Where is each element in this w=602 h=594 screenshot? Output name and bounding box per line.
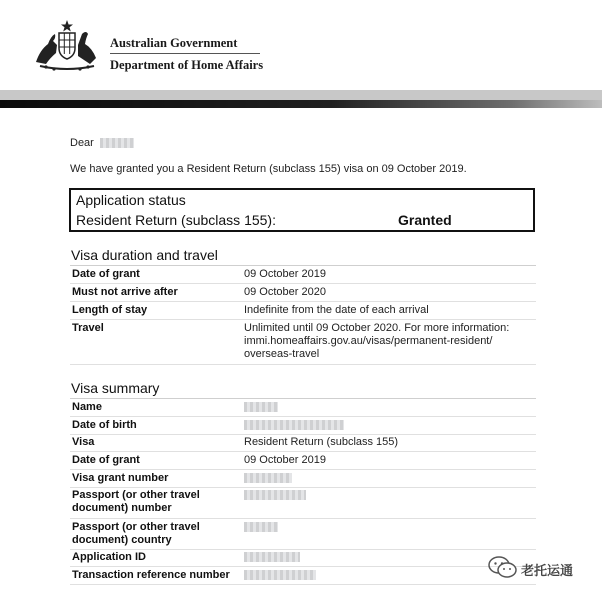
row-value [244,419,536,432]
row-divider [70,283,536,284]
redacted-value [244,570,316,580]
wechat-icon [488,556,518,578]
row-value: 09 October 2020 [244,286,326,298]
visa-summary-title: Visa summary [71,380,160,396]
application-status-value: Granted [398,212,452,228]
department-name: Department of Home Affairs [110,58,264,72]
header-band-dark [0,100,602,108]
row-divider [70,584,536,585]
row-label: Name [72,401,102,413]
redacted-value [244,473,292,483]
header-band-light [0,90,602,100]
redacted-value [244,490,306,500]
row-divider [70,319,536,320]
row-divider [70,301,536,302]
row-value [244,489,536,502]
row-value: Resident Return (subclass 155) [244,436,399,448]
row-divider [70,469,536,470]
row-divider [70,487,536,488]
row-value: 09 October 2019 [244,268,326,280]
section-divider [70,265,536,266]
label-line: document) country [72,534,172,546]
row-value [244,401,536,414]
redacted-value [244,522,278,532]
letterhead-divider [110,53,260,54]
redacted-value [244,420,344,430]
redacted-value [244,552,300,562]
row-label: Must not arrive after [72,286,178,298]
row-divider [70,364,536,365]
row-value [244,472,536,485]
label-line: Passport (or other travel [72,489,200,501]
row-label: Visa grant number [72,472,169,484]
application-status-label: Resident Return (subclass 155): [76,212,276,228]
travel-line: Unlimited until 09 October 2020. For more information: [244,322,510,334]
travel-line: immi.homeaffairs.gov.au/visas/permanent-resident/ [244,335,493,347]
row-label: Date of grant [72,268,140,280]
travel-value [244,322,536,361]
row-label [72,521,232,547]
salutation-text: Dear [70,137,94,149]
row-label: Visa [72,436,95,448]
row-label [72,489,232,515]
grant-notice: We have granted you a Resident Return (subclass 155) visa on 09 October 2019. [70,163,467,175]
row-value: Indefinite from the date of each arrival [244,304,429,316]
row-label: Travel [72,322,104,334]
redacted-value [244,402,278,412]
row-value [244,521,536,534]
row-label: Date of grant [72,454,140,466]
label-line: Passport (or other travel [72,521,200,533]
row-divider [70,451,536,452]
letterhead [0,0,602,90]
row-divider [70,549,536,550]
row-label: Transaction reference number [72,569,230,581]
row-divider [70,434,536,435]
row-label: Application ID [72,551,146,563]
visa-duration-title: Visa duration and travel [71,247,218,263]
section-divider [70,398,536,399]
row-value: 09 October 2019 [244,454,326,466]
redacted-name [100,138,134,148]
row-divider [70,566,536,567]
application-status-box [69,188,535,232]
travel-line: overseas-travel [244,348,320,360]
row-label: Length of stay [72,304,148,316]
salutation [70,137,134,149]
row-label: Date of birth [72,419,137,431]
application-status-title: Application status [76,192,186,208]
label-line: document) number [72,502,172,514]
coat-of-arms-icon [30,18,104,72]
row-divider [70,416,536,417]
government-name: Australian Government [110,36,238,50]
row-divider [70,518,536,519]
watermark-text: 老托运通 [521,563,574,578]
